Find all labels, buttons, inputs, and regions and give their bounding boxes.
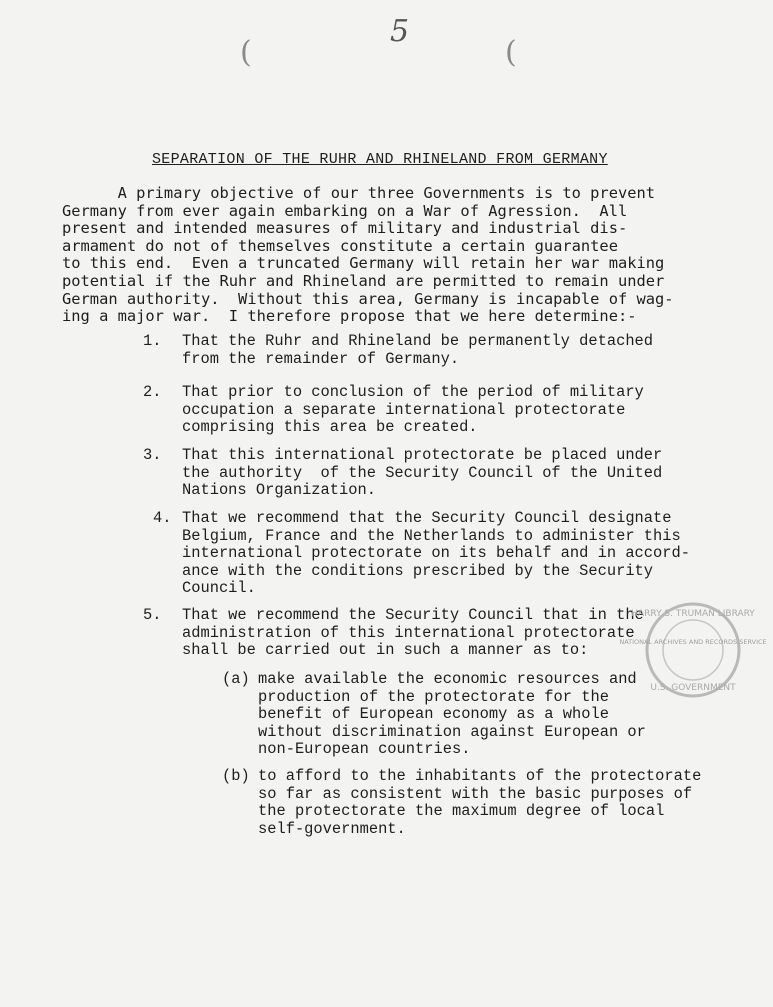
item-number: 3. — [143, 446, 162, 464]
list-item: That we recommend the Security Council that in the administration of this international protectorate shall be carried out in such a manner as to: — [182, 606, 644, 660]
list-item: That the Ruhr and Rhineland be permanently detached from the remainder of Germany. — [182, 332, 654, 368]
stamp-center-text: NATIONAL ARCHIVES AND RECORDS SERVICE — [619, 638, 767, 646]
archives-stamp — [619, 600, 767, 700]
subitem-label: (b) — [222, 767, 250, 785]
item-number: 4. — [153, 509, 172, 527]
list-item: That prior to conclusion of the period of military occupation a separate international protectorate comprising this area be created. — [182, 383, 644, 437]
stamp-top-text: HARRY S. TRUMAN LIBRARY — [631, 609, 755, 619]
list-item: That we recommend that the Security Council designate Belgium, France and the Netherlands to administer this international protectorate on its behalf and in accord- ance with the conditions prescribed by the Security Council. — [182, 509, 690, 598]
hole-punch-mark-left: ( — [240, 35, 252, 70]
stamp-bottom-text: U.S. GOVERNMENT — [650, 683, 736, 693]
item-number: 2. — [143, 383, 162, 401]
subitem-label: (a) — [222, 670, 250, 688]
list-item: That this international protectorate be placed under the authority of the Security Council of the United Nations Organization. — [182, 446, 663, 500]
item-number: 5. — [143, 606, 162, 624]
handwritten-page-mark: 5 — [390, 14, 410, 49]
document-title: SEPARATION OF THE RUHR AND RHINELAND FROM GERMANY — [152, 151, 608, 168]
subitem-text: make available the economic resources and production of the protectorate for the benefit of European economy as a whole without discrimination against European or non-European countries. — [258, 670, 646, 759]
hole-punch-mark-right: ( — [505, 35, 517, 70]
subitem-text: to afford to the inhabitants of the protectorate so far as consistent with the basic purposes of the protectorate the maximum degree of local self-government. — [258, 767, 702, 838]
intro-paragraph: A primary objective of our three Governments is to prevent Germany from ever again embarking on a War of Agression. All present and intended measures of military and industrial dis- armament do not of themselves constitute a certain guarantee to this end. Even a truncated Germany will retain her war making potential if the Ruhr and Rhineland are permitted to remain under German authority. Without this area, Germany is incapable of wag- ing a major war. I therefore propose that we here determine:- — [62, 184, 674, 326]
item-number: 1. — [143, 332, 162, 350]
